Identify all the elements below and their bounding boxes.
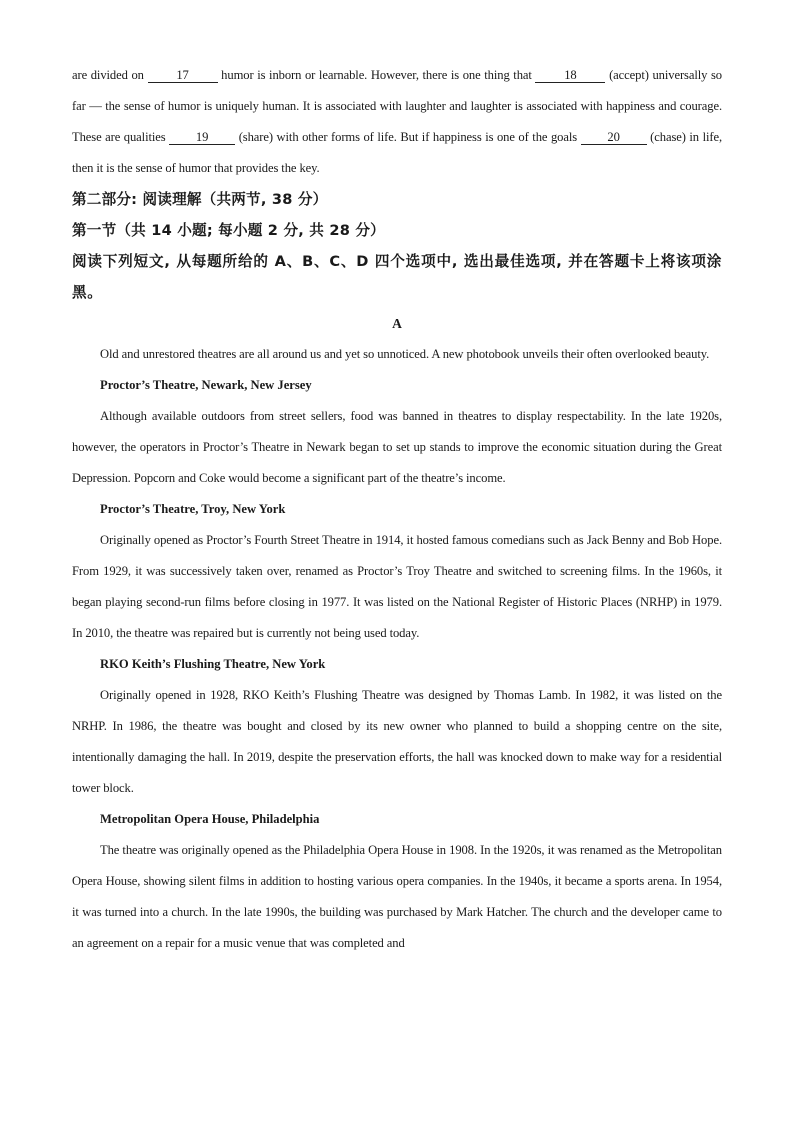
section-body: The theatre was originally opened as the Philadelphia Opera House in 1908. In the 1920s, it was renamed as the Metropolitan Opera House, showing silent films in addition to hosting various opera companies. In the 1940s, it became a sports arena. In 1954, it was turned into a church. In the late 1990s, the building was purchased by Mark Hatcher. The church and the developer came to an agreement on a repair for a music venue that was completed and [72,843,722,950]
cloze-text-2: humor is inborn or learnable. However, there is one thing that [217,68,536,82]
section-title: RKO Keith’s Flushing Theatre, New York [100,657,326,671]
section-body: Originally opened as Proctor’s Fourth Street Theatre in 1914, it hosted famous comedians such as Jack Benny and Bob Hope. From 1929, it was successively taken over, renamed as Proctor’s Troy Theatre and switched to screening films. In the 1960s, it began playing second-run films before closing in 1977. It was listed on the National Register of Historic Places (NRHP) in 1979. In 2010, the theatre was repaired but is currently not being used today. [72,533,722,640]
cloze-text-4: (share) with other forms of life. But if happiness is one of the goals [235,130,581,144]
blank-18: 18 [535,68,605,83]
cloze-paragraph [72,60,722,184]
section-body: Originally opened in 1928, RKO Keith’s Flushing Theatre was designed by Thomas Lamb. In 1982, it was listed on the NRHP. In 1986, the theatre was bought and closed by its new owner who planned to build a shopping centre on the site, intentionally damaging the hall. In 2019, despite the preservation efforts, the hall was knocked down to make way for a residential tower block. [72,688,722,795]
blank-19: 19 [169,130,235,145]
cloze-text-3: (accept) universally so far — the sense of humor is uniquely human. It is associated with laughter and laughter is associated with happiness and courage. These are qualities [72,68,722,144]
blank-20: 20 [581,130,647,145]
section-title: Metropolitan Opera House, Philadelphia [100,812,320,826]
cloze-text-5: (chase) in life, then it is the sense of humor that provides the key. [72,130,722,175]
section-body: Although available outdoors from street sellers, food was banned in theatres to display respectability. In the late 1920s, however, the operators in Proctor’s Theatre in Newark began to set up stands to improve the economic situation during the Great Depression. Popcorn and Coke would become a significant part of the theatre’s income. [72,409,722,485]
section-title: Proctor’s Theatre, Troy, New York [100,502,286,516]
part2-heading: 第二部分: 阅读理解（共两节, 38 分） [72,191,328,208]
section1-heading: 第一节（共 14 小题; 每小题 2 分, 共 28 分） [72,222,385,239]
reading-instruction: 阅读下列短文, 从每题所给的 A、B、C、D 四个选项中, 选出最佳选项, 并在答题卡上将该项涂黑。 [72,253,722,301]
section-title: Proctor’s Theatre, Newark, New Jersey [100,378,312,392]
passage-intro: Old and unrestored theatres are all around us and yet so unnoticed. A new photobook unveils their often overlooked beauty. [100,347,710,361]
cloze-text-1: are divided on [72,68,148,82]
document-page [72,60,722,959]
passage-label: A [392,316,402,331]
blank-17: 17 [148,68,218,83]
